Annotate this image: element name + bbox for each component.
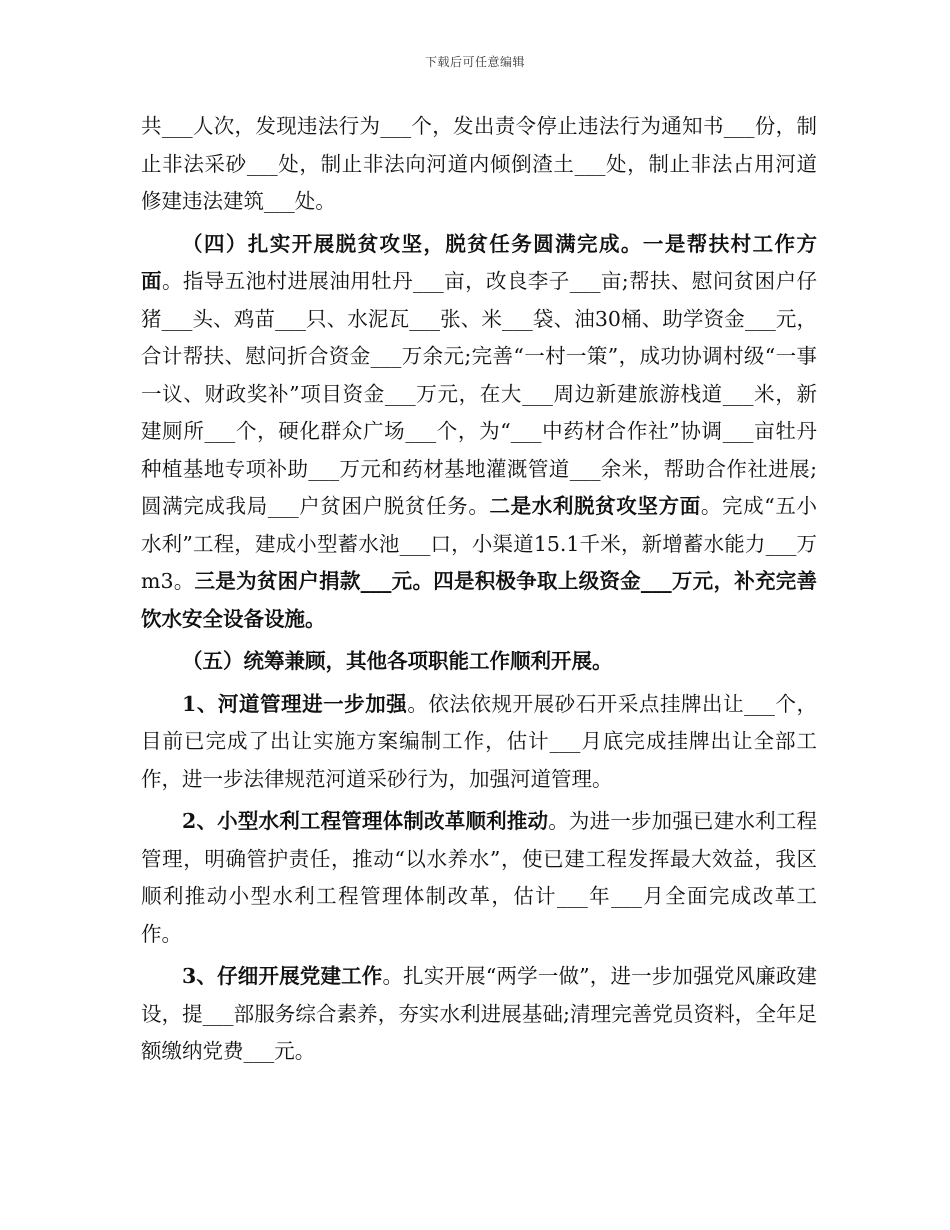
paragraph-section-5 <box>141 643 817 681</box>
section-heading-5: （五）统筹兼顾，其他各项职能工作顺利开展。 <box>182 649 613 673</box>
paragraph-river-management <box>141 686 817 799</box>
paragraph-water-reform <box>141 803 817 953</box>
page-header: 下载后可任意编辑 <box>424 55 525 69</box>
section-heading-4: （四）扎实开展脱贫攻坚，脱贫任务圆满完成。一是帮扶村工作方面 <box>141 231 817 293</box>
paragraph-enforcement-stats <box>141 108 817 221</box>
subheading-donation-funds: 三是为贫困户捐款___元。四是积极争取上级资金___万元，补充完善饮水安全设备设施。 <box>141 569 818 631</box>
paragraph-text: 。依法依规开展砂石开采点挂牌出让___个，目前已完成了出让实施方案编制工作，估计___月底完成挂牌出让全部工作，进一步法律规范河道采砂行为，加强河道管理。 <box>141 691 817 791</box>
item-heading-2: 2、小型水利工程管理体制改革顺利推动 <box>182 809 549 833</box>
subheading-water-poverty: 二是水利脱贫攻坚方面 <box>489 494 701 518</box>
document-body <box>141 108 817 1071</box>
paragraph-poverty-alleviation <box>141 226 817 639</box>
paragraph-text: 。为进一步加强已建水利工程管理，明确管护责任，推动“以水养水”，使已建工程发挥最大效益，我区顺利推动小型水利工程管理体制改革，估计___年___月全面完成改革工作。 <box>141 809 818 946</box>
paragraph-text: 。指导五池村进展油用牡丹___亩，改良李子___亩;帮扶、慰问贫困户仔猪___头、鸡苗___只、水泥瓦___张、米___袋、油30桶、助学资金___元，合计帮扶、慰问折合资金___万余元;完善“一村一策”，成功协调村级“一事一议、财政奖补”项目资金___万元，在大___周边新建旅游栈道___米，新建厕所___个，硬化群众广场___个，为“___中药材合作社”协调___亩牡丹种植基地专项补助___万元和药材基地灌溉管道___余米，帮助合作社进展;圆满完成我局___户贫困户脱贫任务。 <box>141 269 818 518</box>
paragraph-party-building <box>141 958 817 1071</box>
paragraph-text: 。完成“五小水利”工程，建成小型蓄水池___口，小渠道15.1千米，新增蓄水能力___万m3。 <box>141 494 818 593</box>
paragraph-text: 共___人次，发现违法行为___个，发出责令停止违法行为通知书___份，制止非法采砂___处，制止非法向河道内倾倒渣土___处，制止非法占用河道修建违法建筑___处。 <box>141 114 817 213</box>
paragraph-text: 。扎实开展“两学一做”，进一步加强党风廉政建设，提___部服务综合素养，夯实水利进展基础;清理完善党员资料，全年足额缴纳党费___元。 <box>141 964 817 1063</box>
item-heading-1: 1、河道管理进一步加强 <box>182 691 408 716</box>
item-heading-3: 3、仔细开展党建工作 <box>182 964 383 988</box>
